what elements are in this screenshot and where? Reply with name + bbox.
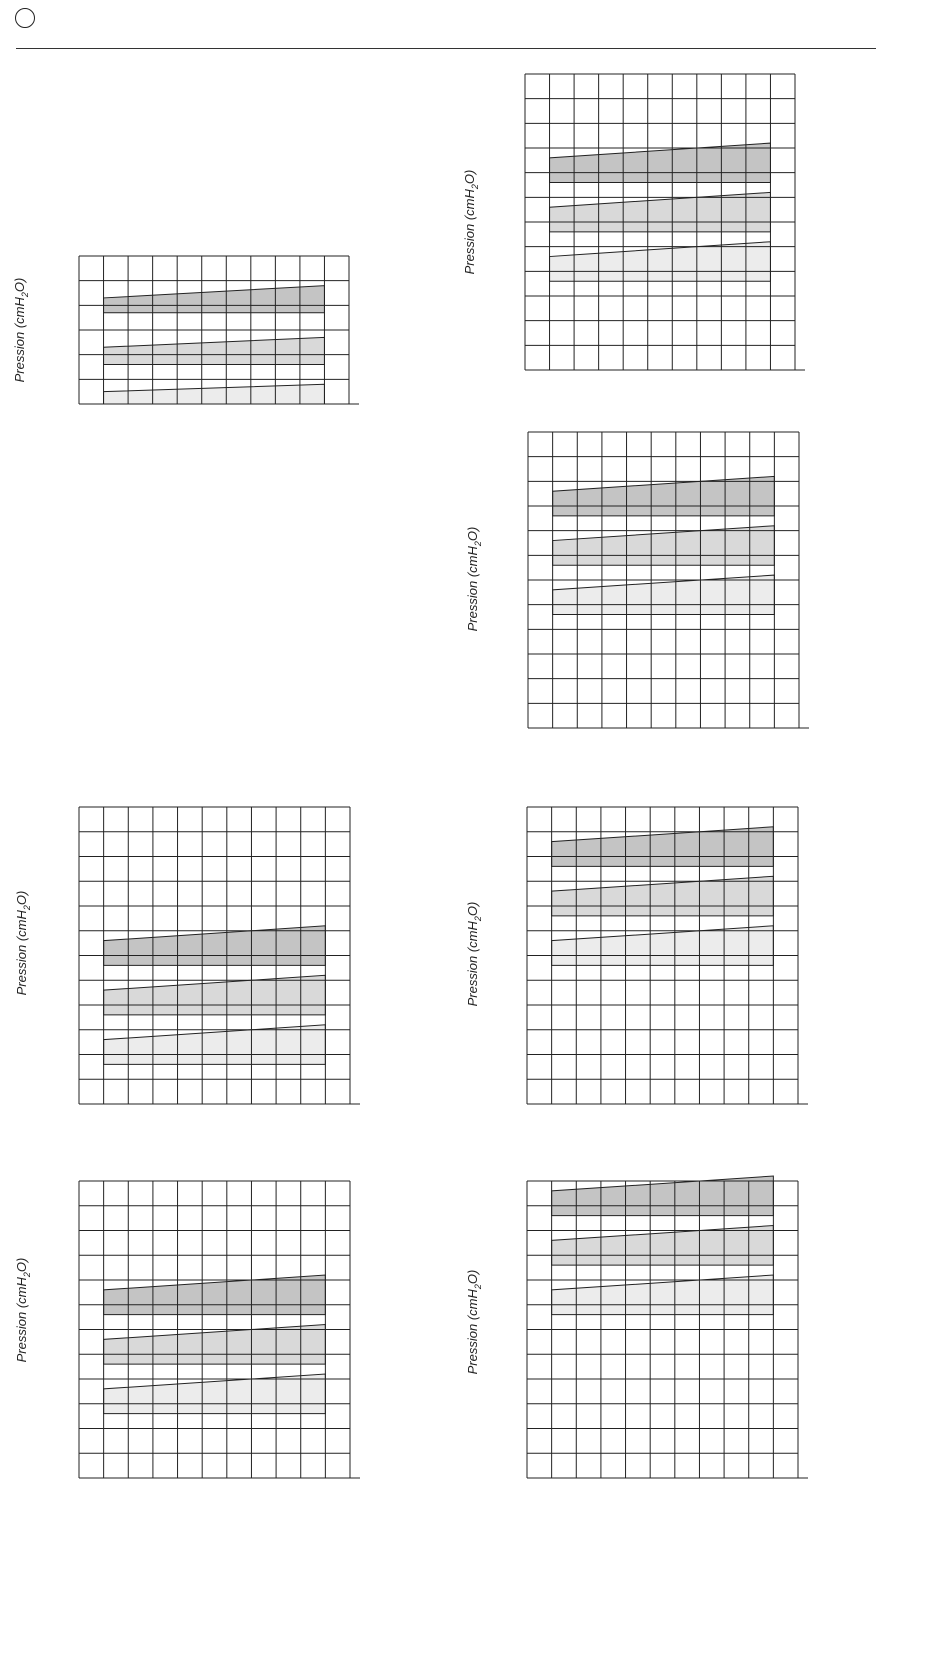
chart-5-band-2 bbox=[552, 876, 774, 916]
chart-6-band-1 bbox=[104, 1275, 326, 1315]
chart-2-band-2 bbox=[550, 192, 771, 231]
chart-panel-3 bbox=[465, 432, 809, 728]
chart-6-y-axis-label: Pression (cmH$_2$O) bbox=[14, 1257, 32, 1363]
chart-panel-7 bbox=[465, 1176, 808, 1478]
chart-4-band-3 bbox=[104, 1025, 326, 1065]
chart-panel-2 bbox=[462, 74, 805, 370]
chart-3-y-axis-label: Pression (cmH$_2$O) bbox=[465, 526, 483, 632]
chart-2-band-3 bbox=[550, 242, 771, 281]
chart-4-band-1 bbox=[104, 926, 326, 966]
chart-5-y-axis-label: Pression (cmH$_2$O) bbox=[465, 901, 483, 1007]
chart-5-band-3 bbox=[552, 926, 774, 966]
chart-panel-1 bbox=[12, 256, 359, 404]
chart-7-band-2 bbox=[552, 1226, 774, 1266]
chart-1-y-axis-label: Pression (cmH$_2$O) bbox=[12, 277, 30, 383]
chart-1-band-1 bbox=[104, 286, 325, 313]
chart-6-band-3 bbox=[104, 1374, 326, 1414]
chart-1-grid bbox=[79, 256, 349, 404]
chart-1-band-3 bbox=[104, 384, 325, 404]
chart-3-band-1 bbox=[553, 476, 775, 515]
chart-5-band-1 bbox=[552, 827, 774, 867]
chart-7-band-3 bbox=[552, 1275, 774, 1315]
chart-2-y-axis-label: Pression (cmH$_2$O) bbox=[462, 169, 480, 275]
chart-3-grid bbox=[528, 432, 799, 728]
chart-panel-6 bbox=[14, 1181, 360, 1478]
chart-2-band-1 bbox=[550, 143, 771, 182]
chart-3-band-2 bbox=[553, 526, 775, 565]
chart-3-band-3 bbox=[553, 575, 775, 614]
chart-7-band-1 bbox=[552, 1176, 774, 1216]
chart-panel-4 bbox=[14, 807, 360, 1104]
chart-6-grid bbox=[79, 1181, 350, 1478]
chart-6-band-2 bbox=[104, 1325, 326, 1365]
chart-4-band-2 bbox=[104, 975, 326, 1015]
chart-panel-5 bbox=[465, 807, 808, 1104]
chart-7-grid bbox=[527, 1181, 798, 1478]
chart-2-grid bbox=[525, 74, 795, 370]
chart-7-y-axis-label: Pression (cmH$_2$O) bbox=[465, 1269, 483, 1375]
chart-4-y-axis-label: Pression (cmH$_2$O) bbox=[14, 890, 32, 996]
chart-1-band-2 bbox=[104, 337, 325, 364]
